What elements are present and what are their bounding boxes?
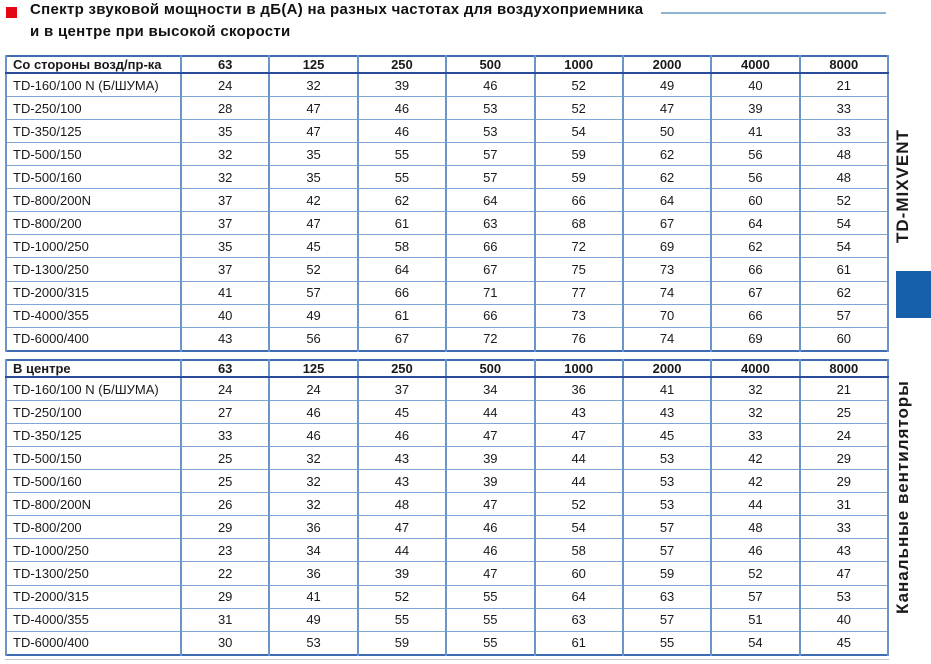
frequency-header-cell: 1000	[535, 360, 623, 377]
value-cell: 64	[711, 212, 799, 235]
table-row	[6, 493, 888, 516]
value-cell: 53	[800, 585, 888, 608]
value-cell: 46	[358, 120, 446, 143]
frequency-header-cell: 8000	[800, 56, 888, 73]
table-row	[6, 470, 888, 493]
value-cell: 35	[181, 235, 269, 258]
value-cell: 33	[800, 120, 888, 143]
value-cell: 60	[711, 189, 799, 212]
value-cell: 25	[800, 401, 888, 424]
value-cell: 56	[711, 166, 799, 189]
frequency-header-cell: 2000	[623, 360, 711, 377]
value-cell: 54	[535, 120, 623, 143]
value-cell: 66	[711, 304, 799, 327]
page-title-line2: и в центре при высокой скорости	[30, 23, 291, 40]
value-cell: 53	[623, 447, 711, 470]
value-cell: 59	[535, 166, 623, 189]
value-cell: 64	[535, 585, 623, 608]
value-cell: 56	[711, 143, 799, 166]
value-cell: 23	[181, 539, 269, 562]
value-cell: 72	[446, 327, 534, 351]
value-cell: 47	[446, 562, 534, 585]
value-cell: 32	[269, 470, 357, 493]
value-cell: 67	[358, 327, 446, 351]
bottom-divider	[5, 659, 889, 660]
value-cell: 75	[535, 258, 623, 281]
model-cell: TD-500/160	[6, 470, 181, 493]
value-cell: 61	[358, 212, 446, 235]
frequency-header-cell: 500	[446, 360, 534, 377]
value-cell: 43	[535, 401, 623, 424]
model-cell: TD-4000/355	[6, 304, 181, 327]
model-cell: TD-250/100	[6, 97, 181, 120]
value-cell: 44	[535, 447, 623, 470]
table-row	[6, 97, 888, 120]
value-cell: 46	[446, 539, 534, 562]
value-cell: 76	[535, 327, 623, 351]
table-header-row	[6, 56, 888, 73]
value-cell: 21	[800, 377, 888, 401]
table-row	[6, 377, 888, 401]
model-cell: TD-4000/355	[6, 608, 181, 631]
model-cell: TD-500/160	[6, 166, 181, 189]
value-cell: 40	[711, 73, 799, 97]
value-cell: 52	[269, 258, 357, 281]
value-cell: 49	[269, 304, 357, 327]
model-cell: TD-500/150	[6, 143, 181, 166]
value-cell: 45	[269, 235, 357, 258]
value-cell: 43	[800, 539, 888, 562]
value-cell: 61	[535, 631, 623, 655]
value-cell: 53	[623, 493, 711, 516]
model-cell: TD-2000/315	[6, 585, 181, 608]
value-cell: 31	[800, 493, 888, 516]
model-cell: TD-6000/400	[6, 327, 181, 351]
value-cell: 47	[358, 516, 446, 539]
value-cell: 43	[181, 327, 269, 351]
value-cell: 52	[800, 189, 888, 212]
value-cell: 39	[358, 73, 446, 97]
value-cell: 57	[446, 143, 534, 166]
value-cell: 37	[181, 212, 269, 235]
value-cell: 57	[623, 539, 711, 562]
value-cell: 39	[446, 470, 534, 493]
value-cell: 44	[535, 470, 623, 493]
value-cell: 66	[446, 304, 534, 327]
value-cell: 46	[446, 73, 534, 97]
value-cell: 21	[800, 73, 888, 97]
value-cell: 40	[181, 304, 269, 327]
value-cell: 32	[181, 166, 269, 189]
model-cell: TD-160/100 N (Б/ШУМА)	[6, 73, 181, 97]
model-cell: TD-350/125	[6, 120, 181, 143]
table-header-label: В центре	[6, 360, 181, 377]
value-cell: 55	[358, 143, 446, 166]
value-cell: 48	[800, 143, 888, 166]
value-cell: 25	[181, 447, 269, 470]
table-row	[6, 143, 888, 166]
model-cell: TD-350/125	[6, 424, 181, 447]
sidebar-blue-square	[896, 271, 931, 318]
red-square-bullet-icon	[6, 7, 17, 18]
frequency-header-cell: 1000	[535, 56, 623, 73]
value-cell: 59	[358, 631, 446, 655]
value-cell: 55	[358, 166, 446, 189]
value-cell: 77	[535, 281, 623, 304]
value-cell: 52	[535, 73, 623, 97]
value-cell: 41	[269, 585, 357, 608]
value-cell: 55	[446, 608, 534, 631]
value-cell: 37	[181, 258, 269, 281]
value-cell: 67	[623, 212, 711, 235]
frequency-header-cell: 125	[269, 360, 357, 377]
table-row	[6, 304, 888, 327]
value-cell: 44	[711, 493, 799, 516]
value-cell: 42	[711, 447, 799, 470]
table-row	[6, 401, 888, 424]
value-cell: 63	[446, 212, 534, 235]
value-cell: 35	[269, 166, 357, 189]
value-cell: 43	[358, 447, 446, 470]
value-cell: 45	[623, 424, 711, 447]
model-cell: TD-160/100 N (Б/ШУМА)	[6, 377, 181, 401]
value-cell: 32	[181, 143, 269, 166]
sidebar-label-category: Канальные вентиляторы	[893, 380, 912, 615]
table-row	[6, 424, 888, 447]
value-cell: 52	[535, 97, 623, 120]
value-cell: 32	[269, 493, 357, 516]
value-cell: 43	[358, 470, 446, 493]
value-cell: 46	[446, 516, 534, 539]
value-cell: 54	[711, 631, 799, 655]
value-cell: 41	[181, 281, 269, 304]
value-cell: 62	[800, 281, 888, 304]
value-cell: 58	[535, 539, 623, 562]
value-cell: 47	[446, 493, 534, 516]
value-cell: 54	[800, 212, 888, 235]
value-cell: 73	[623, 258, 711, 281]
value-cell: 62	[358, 189, 446, 212]
value-cell: 53	[446, 120, 534, 143]
table-row	[6, 235, 888, 258]
value-cell: 24	[181, 377, 269, 401]
value-cell: 22	[181, 562, 269, 585]
value-cell: 52	[358, 585, 446, 608]
table-row	[6, 447, 888, 470]
value-cell: 67	[446, 258, 534, 281]
table-row	[6, 73, 888, 97]
table-row	[6, 258, 888, 281]
value-cell: 35	[181, 120, 269, 143]
value-cell: 47	[269, 212, 357, 235]
value-cell: 36	[269, 516, 357, 539]
table-row	[6, 166, 888, 189]
value-cell: 61	[800, 258, 888, 281]
value-cell: 63	[535, 608, 623, 631]
value-cell: 33	[181, 424, 269, 447]
value-cell: 36	[269, 562, 357, 585]
value-cell: 55	[358, 608, 446, 631]
table-row	[6, 120, 888, 143]
value-cell: 57	[800, 304, 888, 327]
value-cell: 54	[535, 516, 623, 539]
value-cell: 39	[711, 97, 799, 120]
table-row	[6, 212, 888, 235]
value-cell: 24	[181, 73, 269, 97]
value-cell: 42	[711, 470, 799, 493]
value-cell: 68	[535, 212, 623, 235]
table-row	[6, 327, 888, 351]
sound-power-table-inlet	[5, 55, 889, 352]
value-cell: 48	[711, 516, 799, 539]
model-cell: TD-1000/250	[6, 539, 181, 562]
value-cell: 52	[535, 493, 623, 516]
value-cell: 26	[181, 493, 269, 516]
value-cell: 64	[446, 189, 534, 212]
sidebar-label-series: TD-MIXVENT	[893, 129, 912, 243]
value-cell: 44	[446, 401, 534, 424]
value-cell: 25	[181, 470, 269, 493]
value-cell: 57	[623, 608, 711, 631]
table-row	[6, 608, 888, 631]
value-cell: 41	[711, 120, 799, 143]
value-cell: 59	[623, 562, 711, 585]
frequency-header-cell: 8000	[800, 360, 888, 377]
value-cell: 69	[711, 327, 799, 351]
value-cell: 60	[535, 562, 623, 585]
table-row	[6, 539, 888, 562]
table-row	[6, 189, 888, 212]
value-cell: 66	[535, 189, 623, 212]
value-cell: 43	[623, 401, 711, 424]
table-header-row	[6, 360, 888, 377]
value-cell: 54	[800, 235, 888, 258]
value-cell: 27	[181, 401, 269, 424]
value-cell: 34	[269, 539, 357, 562]
value-cell: 66	[446, 235, 534, 258]
value-cell: 37	[181, 189, 269, 212]
frequency-header-cell: 4000	[711, 56, 799, 73]
frequency-header-cell: 63	[181, 56, 269, 73]
value-cell: 33	[800, 516, 888, 539]
value-cell: 53	[623, 470, 711, 493]
value-cell: 29	[181, 516, 269, 539]
value-cell: 34	[446, 377, 534, 401]
value-cell: 71	[446, 281, 534, 304]
frequency-header-cell: 250	[358, 56, 446, 73]
value-cell: 55	[623, 631, 711, 655]
value-cell: 47	[269, 97, 357, 120]
value-cell: 57	[623, 516, 711, 539]
value-cell: 47	[535, 424, 623, 447]
value-cell: 29	[800, 470, 888, 493]
value-cell: 47	[269, 120, 357, 143]
table-row	[6, 281, 888, 304]
table-row	[6, 516, 888, 539]
value-cell: 57	[446, 166, 534, 189]
value-cell: 40	[800, 608, 888, 631]
value-cell: 47	[623, 97, 711, 120]
value-cell: 55	[446, 631, 534, 655]
value-cell: 47	[800, 562, 888, 585]
value-cell: 30	[181, 631, 269, 655]
model-cell: TD-500/150	[6, 447, 181, 470]
value-cell: 28	[181, 97, 269, 120]
value-cell: 35	[269, 143, 357, 166]
value-cell: 57	[711, 585, 799, 608]
value-cell: 46	[358, 97, 446, 120]
value-cell: 46	[269, 401, 357, 424]
value-cell: 46	[269, 424, 357, 447]
value-cell: 29	[181, 585, 269, 608]
value-cell: 42	[269, 189, 357, 212]
model-cell: TD-1300/250	[6, 562, 181, 585]
model-cell: TD-800/200	[6, 212, 181, 235]
table-header-label: Со стороны возд/пр-ка	[6, 56, 181, 73]
value-cell: 36	[535, 377, 623, 401]
table-row	[6, 631, 888, 655]
value-cell: 57	[269, 281, 357, 304]
value-cell: 66	[358, 281, 446, 304]
value-cell: 51	[711, 608, 799, 631]
value-cell: 62	[623, 166, 711, 189]
value-cell: 32	[711, 401, 799, 424]
frequency-header-cell: 250	[358, 360, 446, 377]
frequency-header-cell: 125	[269, 56, 357, 73]
value-cell: 52	[711, 562, 799, 585]
value-cell: 49	[623, 73, 711, 97]
value-cell: 45	[358, 401, 446, 424]
value-cell: 32	[269, 447, 357, 470]
value-cell: 50	[623, 120, 711, 143]
value-cell: 60	[800, 327, 888, 351]
value-cell: 63	[623, 585, 711, 608]
value-cell: 70	[623, 304, 711, 327]
value-cell: 39	[358, 562, 446, 585]
value-cell: 33	[711, 424, 799, 447]
model-cell: TD-1300/250	[6, 258, 181, 281]
value-cell: 58	[358, 235, 446, 258]
model-cell: TD-2000/315	[6, 281, 181, 304]
value-cell: 45	[800, 631, 888, 655]
value-cell: 53	[269, 631, 357, 655]
value-cell: 33	[800, 97, 888, 120]
value-cell: 29	[800, 447, 888, 470]
value-cell: 41	[623, 377, 711, 401]
value-cell: 53	[446, 97, 534, 120]
title-rule-line	[661, 12, 886, 14]
model-cell: TD-250/100	[6, 401, 181, 424]
value-cell: 48	[800, 166, 888, 189]
value-cell: 66	[711, 258, 799, 281]
value-cell: 62	[623, 143, 711, 166]
value-cell: 64	[358, 258, 446, 281]
value-cell: 61	[358, 304, 446, 327]
value-cell: 62	[711, 235, 799, 258]
value-cell: 59	[535, 143, 623, 166]
value-cell: 32	[711, 377, 799, 401]
value-cell: 55	[446, 585, 534, 608]
model-cell: TD-6000/400	[6, 631, 181, 655]
value-cell: 69	[623, 235, 711, 258]
value-cell: 31	[181, 608, 269, 631]
value-cell: 47	[446, 424, 534, 447]
value-cell: 24	[800, 424, 888, 447]
value-cell: 72	[535, 235, 623, 258]
value-cell: 64	[623, 189, 711, 212]
value-cell: 73	[535, 304, 623, 327]
sound-power-table-center	[5, 359, 889, 656]
value-cell: 46	[711, 539, 799, 562]
value-cell: 46	[358, 424, 446, 447]
value-cell: 67	[711, 281, 799, 304]
value-cell: 39	[446, 447, 534, 470]
frequency-header-cell: 4000	[711, 360, 799, 377]
value-cell: 32	[269, 73, 357, 97]
value-cell: 48	[358, 493, 446, 516]
value-cell: 74	[623, 281, 711, 304]
frequency-header-cell: 2000	[623, 56, 711, 73]
table-row	[6, 562, 888, 585]
value-cell: 24	[269, 377, 357, 401]
value-cell: 49	[269, 608, 357, 631]
value-cell: 37	[358, 377, 446, 401]
model-cell: TD-800/200N	[6, 189, 181, 212]
table-row	[6, 585, 888, 608]
frequency-header-cell: 63	[181, 360, 269, 377]
model-cell: TD-1000/250	[6, 235, 181, 258]
frequency-header-cell: 500	[446, 56, 534, 73]
model-cell: TD-800/200N	[6, 493, 181, 516]
value-cell: 44	[358, 539, 446, 562]
model-cell: TD-800/200	[6, 516, 181, 539]
page-title-line1: Спектр звуковой мощности в дБ(А) на разных частотах для воздухоприемника	[30, 1, 644, 18]
value-cell: 56	[269, 327, 357, 351]
value-cell: 74	[623, 327, 711, 351]
